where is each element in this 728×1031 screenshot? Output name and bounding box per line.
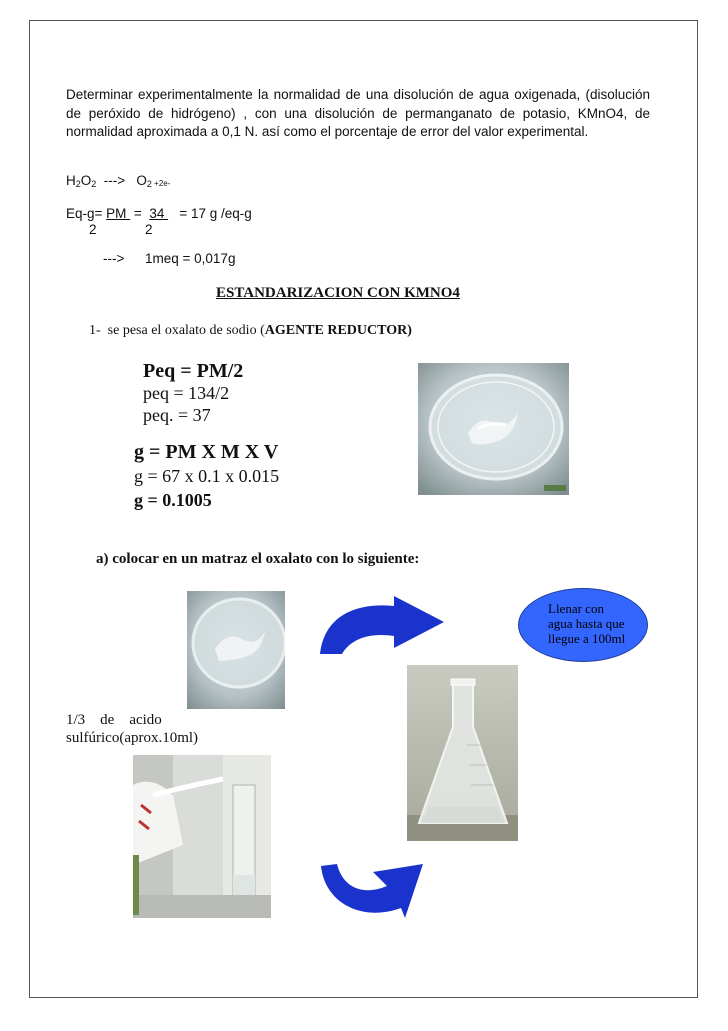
petri-dish-photo xyxy=(418,363,569,495)
callout-text xyxy=(548,601,640,646)
acid-line-1: 1/3 de acido xyxy=(66,712,162,728)
acid-line-2: sulfúrico(aprox.10ml) xyxy=(66,730,199,746)
reaction-h: H xyxy=(66,173,76,188)
step1-text: se pesa el oxalato de sodio ( xyxy=(107,323,265,338)
page-border xyxy=(29,20,698,998)
intro-paragraph: Determinar experimentalmente la normalidad de una disolución de agua oxigenada, (disolución de peróxido de hidrógeno) , con una disolución de permanganato de potasio, KMnO4, de normalidad aproximada a 0,1 N. así como el porcentaje de error del valor experimental. xyxy=(66,87,650,139)
eqg-den1: 2 xyxy=(89,222,97,237)
eqg-meq: 1meq = 0,017g xyxy=(145,251,236,266)
reaction-o-sub: 2 xyxy=(91,179,97,189)
reaction-h-sub: 2 xyxy=(75,179,81,189)
grams-line1: g = PM X M X V xyxy=(134,441,279,463)
eqg-den2: 2 xyxy=(145,222,153,237)
step1-number: 1- xyxy=(89,323,101,338)
reaction-arrow: ---> O xyxy=(96,173,147,188)
section-title: ESTANDARIZACION CON KMNO4 xyxy=(216,285,460,301)
step1-bold: AGENTE REDUCTOR) xyxy=(264,323,412,338)
callout-line-2: agua hasta que xyxy=(548,616,625,631)
eqg-line xyxy=(66,206,252,221)
grams-line2: g = 67 x 0.1 x 0.015 xyxy=(134,466,280,486)
pipetting-photo xyxy=(133,755,271,918)
eqg-result: = 17 g /eq-g xyxy=(168,206,252,221)
eqg-equals: = xyxy=(130,206,150,221)
reaction-o: O xyxy=(80,173,92,188)
eqg-arrow: ---> xyxy=(103,251,125,266)
callout-line-3: llegue a 100ml xyxy=(548,631,626,646)
curved-arrow-icon xyxy=(316,596,446,658)
reaction-o2-sub: 2 xyxy=(146,179,152,189)
peq-line3: peq. = 37 xyxy=(143,405,211,425)
reaction-charge: +2e- xyxy=(151,179,171,188)
peq-line2: peq = 134/2 xyxy=(143,383,230,403)
reaction-line xyxy=(66,173,170,189)
eqg-num: 34 xyxy=(149,206,169,221)
callout-line-1: Llenar con xyxy=(548,601,604,616)
step1-line xyxy=(89,323,412,339)
grams-line3: g = 0.1005 xyxy=(134,490,212,510)
erlenmeyer-flask-photo xyxy=(407,665,518,841)
eqg-prefix: Eq-g= xyxy=(66,206,107,221)
step-a: a) colocar en un matraz el oxalato con lo siguiente: xyxy=(96,551,420,567)
peq-line1: Peq = PM/2 xyxy=(143,360,244,382)
curved-arrow-icon xyxy=(319,856,424,924)
petri-dish-photo-2 xyxy=(187,591,285,709)
eqg-pm: PM xyxy=(106,206,131,221)
